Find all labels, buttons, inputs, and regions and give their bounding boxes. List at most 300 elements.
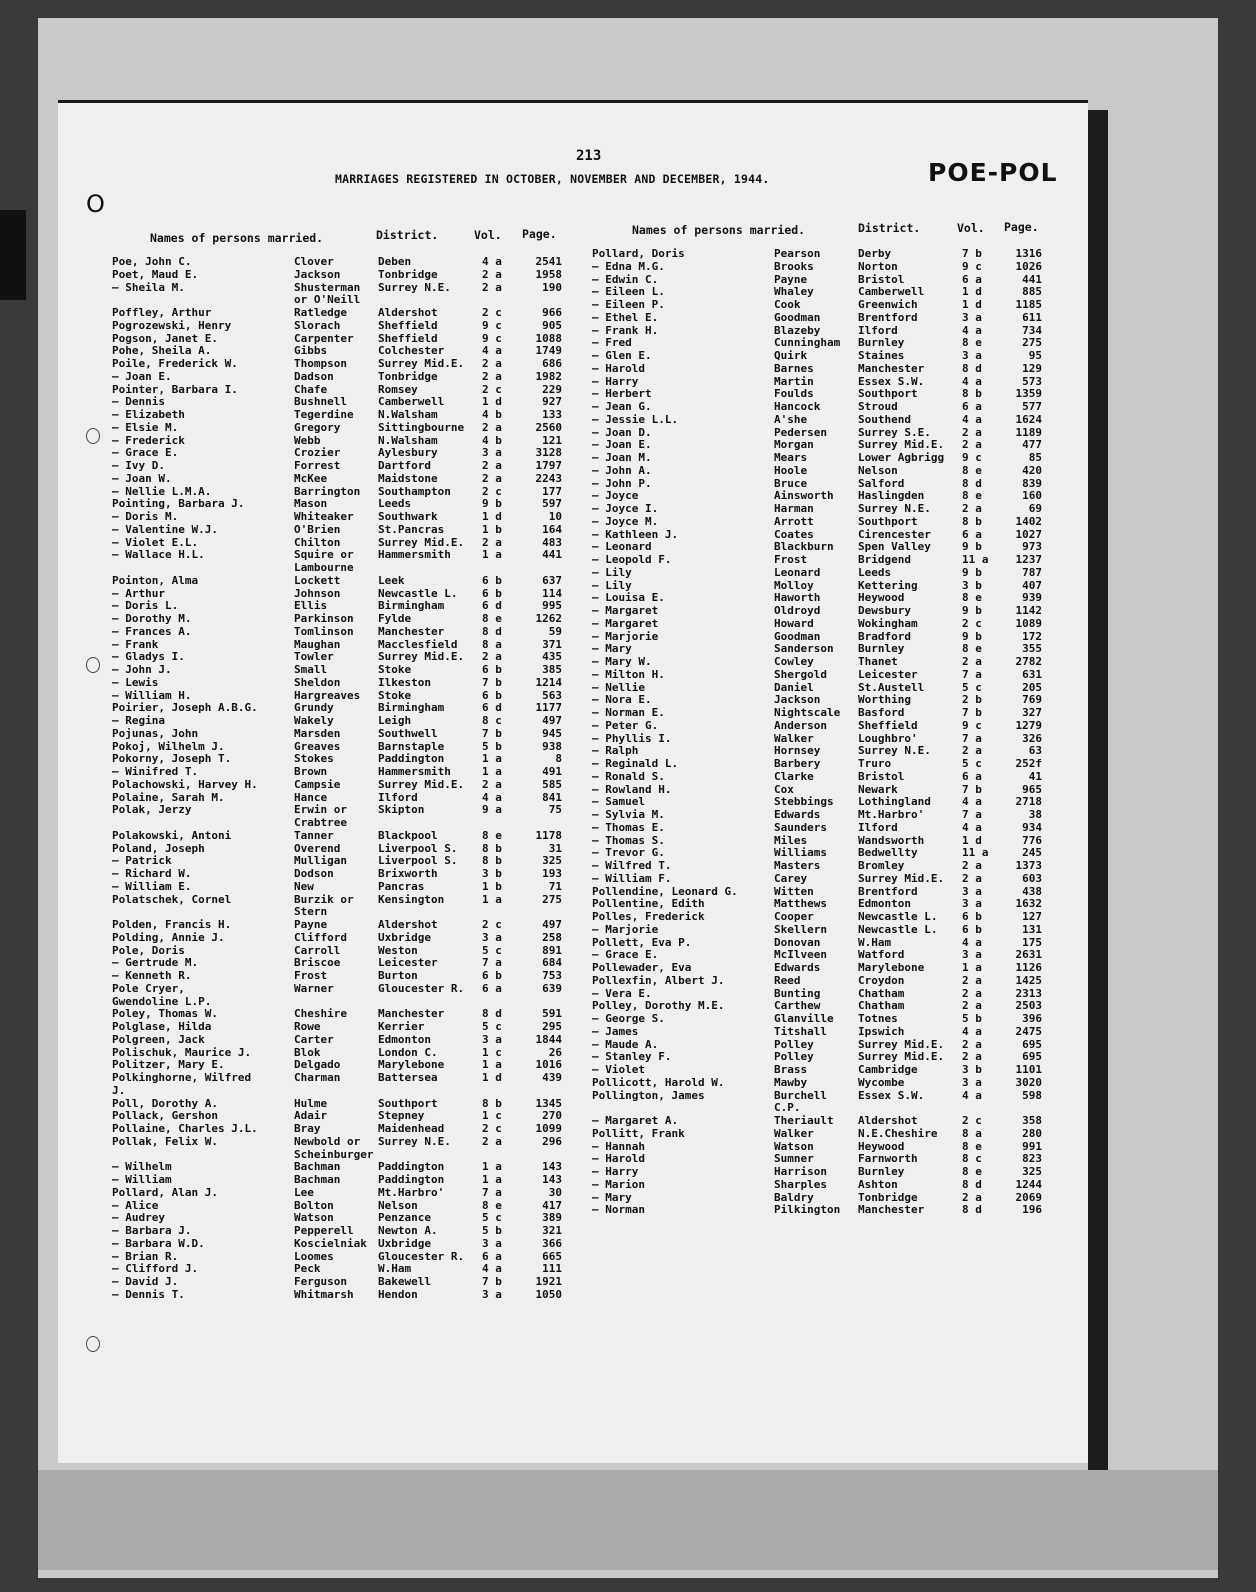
- entry-name: — Margaret: [592, 616, 659, 630]
- entry-vol: 1 c: [482, 1109, 502, 1123]
- entry-district: Tonbridge: [378, 369, 438, 383]
- entry-district: Weston: [378, 943, 418, 957]
- entry-spouse: Saunders: [774, 820, 827, 834]
- entry-page: 1244: [1015, 1177, 1042, 1191]
- entry-vol: 1 d: [962, 298, 982, 311]
- entry-district: Sheffield: [378, 318, 438, 332]
- entry-spouse: Hancock: [774, 400, 821, 413]
- entry-page: 631: [1022, 667, 1042, 681]
- entry-spouse: or O'Neill: [294, 293, 361, 307]
- entry-name: — Edna M.G.: [592, 259, 665, 273]
- entry-district: Edmonton: [378, 1032, 431, 1046]
- entry-page: 2541: [535, 255, 562, 268]
- entry-page: 769: [1022, 693, 1042, 707]
- entry-vol: 6 b: [962, 910, 982, 923]
- entry-vol: 4 a: [482, 344, 502, 358]
- entry-spouse: Watson: [294, 1211, 334, 1225]
- entry-page: 190: [542, 280, 562, 294]
- entry-page: 734: [1022, 323, 1042, 337]
- entry-vol: 2 c: [482, 918, 502, 931]
- entry-vol: 9 b: [962, 629, 982, 643]
- entry-district: Cambridge: [858, 1063, 918, 1076]
- entry-name: — Sylvia M.: [592, 808, 665, 821]
- entry-spouse: Ferguson: [294, 1275, 347, 1288]
- entry-page: 75: [548, 803, 562, 817]
- entry-district: Burton: [378, 969, 418, 982]
- entry-district: Edmonton: [858, 897, 911, 911]
- entry-district: Cirencester: [858, 527, 931, 541]
- entry-vol: 2 a: [482, 280, 502, 294]
- entry-district: Leicester: [378, 956, 438, 970]
- entry-name: — Kathleen J.: [592, 527, 679, 541]
- entry-name: — John P.: [592, 476, 652, 490]
- entry-spouse: Pearson: [774, 247, 821, 260]
- entry-vol: 3 a: [962, 948, 982, 962]
- entry-page: 934: [1022, 820, 1042, 834]
- entry-spouse: Barrington: [294, 484, 361, 498]
- entry-page: 573: [1022, 374, 1042, 388]
- entry-name: — Joyce M.: [592, 514, 659, 528]
- entry-district: Heywood: [858, 1139, 905, 1153]
- entry-page: 1402: [1015, 514, 1042, 528]
- entry-district: Surrey Mid.E.: [378, 535, 465, 549]
- entry-name: — Rowland H.: [592, 782, 672, 796]
- entry-spouse: Johnson: [294, 586, 341, 600]
- entry-spouse: Pedersen: [774, 425, 827, 439]
- entry-page: 787: [1022, 565, 1042, 579]
- entry-district: Tonbridge: [858, 1190, 918, 1204]
- entry-name: — Wallace H.L.: [112, 548, 205, 562]
- entry-vol: 6 a: [482, 1249, 502, 1263]
- entry-name: Pole Cryer,: [112, 981, 185, 995]
- entry-name: Poland, Joseph: [112, 841, 205, 855]
- entry-spouse: Bushnell: [294, 395, 347, 409]
- entry-spouse: McIlveen: [774, 948, 827, 962]
- entry-page: 229: [542, 382, 562, 396]
- entry-district: Southampton: [378, 484, 451, 498]
- entry-name: Poley, Thomas W.: [112, 1007, 218, 1021]
- entry-district: Stoke: [378, 663, 412, 676]
- entry-page: 71: [548, 879, 562, 893]
- entry-spouse: Towler: [294, 650, 334, 664]
- entry-district: Chatham: [858, 999, 905, 1013]
- scan-edge-mark: [0, 210, 26, 300]
- entry-page: 385: [542, 663, 562, 676]
- entry-vol: 1 a: [482, 765, 502, 778]
- entry-spouse: Warner: [294, 981, 334, 995]
- entry-district: Essex S.W.: [858, 374, 925, 388]
- entry-name: — Winifred T.: [112, 765, 199, 778]
- entry-page: 1316: [1015, 247, 1042, 260]
- entry-district: Newark: [858, 782, 898, 796]
- entry-spouse: Barbery: [774, 757, 821, 770]
- entry-district: Croydon: [858, 973, 905, 987]
- entry-page: 133: [542, 408, 562, 421]
- entry-district: Chatham: [858, 986, 905, 1000]
- entry-vol: 2 a: [962, 871, 982, 885]
- entry-page: 131: [1022, 922, 1042, 936]
- entry-page: 439: [542, 1071, 562, 1084]
- entry-name: — Norman E.: [592, 706, 665, 719]
- entry-district: Farnworth: [858, 1152, 918, 1166]
- entry-name: Pollington, James: [592, 1088, 705, 1102]
- entry-name: Polgreen, Jack: [112, 1032, 205, 1046]
- entry-district: Greenwich: [858, 298, 918, 311]
- entry-spouse: Haworth: [774, 591, 821, 605]
- entry-district: Paddington: [378, 752, 445, 766]
- entry-name: — Gladys I.: [112, 650, 185, 664]
- entry-name: Polakowski, Antoni: [112, 828, 232, 842]
- entry-page: 2243: [535, 471, 562, 485]
- entry-page: 2069: [1015, 1190, 1042, 1204]
- entry-spouse: Jackson: [774, 693, 821, 707]
- entry-name: — Stanley F.: [592, 1050, 672, 1064]
- entry-district: Surrey Mid.E.: [378, 650, 465, 664]
- entry-vol: 4 a: [962, 374, 982, 388]
- entry-district: Surrey S.E.: [858, 425, 931, 439]
- entry-page: 611: [1022, 310, 1042, 324]
- entry-name: — Harry: [592, 374, 639, 388]
- entry-vol: 8 b: [962, 514, 982, 528]
- entry-name: Polischuk, Maurice J.: [112, 1045, 252, 1059]
- entry-name: Pollard, Doris: [592, 247, 685, 260]
- entry-page: 1279: [1015, 718, 1042, 732]
- entry-name: Gwendoline L.P.: [112, 994, 212, 1008]
- entry-vol: 8 e: [962, 489, 982, 503]
- entry-spouse: Polley: [774, 1037, 814, 1051]
- entry-vol: 9 b: [962, 540, 982, 554]
- entry-spouse: Overend: [294, 841, 341, 855]
- entry-name: Pollack, Gershon: [112, 1109, 218, 1123]
- entry-vol: 8 e: [962, 591, 982, 605]
- entry-name: — Audrey: [112, 1211, 165, 1225]
- entry-page: 477: [1022, 438, 1042, 452]
- entry-name: — Doris M.: [112, 510, 179, 523]
- entry-district: Surrey Mid.E.: [858, 438, 945, 452]
- entry-name: — Alice: [112, 1198, 159, 1212]
- entry-page: 95: [1028, 349, 1042, 362]
- col-header-district: District.: [376, 228, 439, 242]
- entry-vol: 6 d: [482, 599, 502, 613]
- entry-district: Heywood: [858, 591, 905, 605]
- entry-spouse: Brooks: [774, 259, 814, 273]
- entry-district: Surrey N.E.: [858, 502, 931, 515]
- entry-district: Mt.Harbro': [858, 808, 925, 821]
- entry-district: Wokingham: [858, 616, 918, 630]
- entry-spouse: Whitmarsh: [294, 1287, 354, 1301]
- entry-spouse: Cunningham: [774, 336, 841, 350]
- entry-vol: 7 a: [482, 1185, 502, 1199]
- entry-district: London C.: [378, 1045, 438, 1059]
- entry-page: 420: [1022, 463, 1042, 477]
- entry-page: 497: [542, 918, 562, 931]
- entry-vol: 1 b: [482, 879, 502, 893]
- entry-page: 127: [1022, 910, 1042, 923]
- entry-district: Hendon: [378, 1287, 418, 1301]
- entry-page: 1099: [535, 1122, 562, 1135]
- entry-spouse: Erwin or: [294, 803, 347, 817]
- entry-page: 841: [542, 790, 562, 804]
- entry-vol: 8 d: [962, 1203, 982, 1217]
- entry-page: 753: [542, 969, 562, 982]
- entry-page: 1101: [1015, 1063, 1042, 1076]
- entry-page: 639: [542, 981, 562, 995]
- entry-page: 891: [542, 943, 562, 957]
- entry-vol: 2 a: [962, 655, 982, 668]
- entry-vol: 2 a: [962, 1190, 982, 1204]
- entry-page: 2503: [1015, 999, 1042, 1013]
- entry-spouse: Cox: [774, 782, 794, 796]
- entry-district: Derby: [858, 247, 892, 260]
- entry-vol: 3 a: [482, 1032, 502, 1046]
- entry-district: Aldershot: [378, 306, 438, 319]
- entry-name: — William F.: [592, 871, 672, 885]
- entry-name: — John J.: [112, 663, 172, 676]
- entry-vol: 3 a: [962, 310, 982, 324]
- entry-district: Newcastle L.: [858, 910, 938, 923]
- entry-vol: 8 e: [962, 642, 982, 656]
- entry-name: — Marjorie: [592, 922, 659, 936]
- page-title: MARRIAGES REGISTERED IN OCTOBER, NOVEMBER AND DECEMBER, 1944.: [335, 172, 770, 186]
- entry-district: Manchester: [858, 1203, 925, 1217]
- entry-district: Aldershot: [858, 1114, 918, 1127]
- entry-page: 26: [548, 1045, 562, 1059]
- entry-spouse: A'she: [774, 412, 808, 426]
- entry-page: 121: [542, 433, 562, 447]
- entry-spouse: Shusterman: [294, 280, 361, 294]
- entry-district: Surrey Mid.E.: [858, 1037, 945, 1051]
- entry-vol: 4 a: [962, 795, 982, 809]
- entry-vol: 4 b: [482, 433, 502, 447]
- entry-name: Pollentine, Edith: [592, 897, 705, 911]
- entry-page: 577: [1022, 400, 1042, 413]
- entry-district: Surrey Mid.E.: [858, 871, 945, 885]
- entry-page: 665: [542, 1249, 562, 1263]
- entry-district: Watford: [858, 948, 905, 962]
- entry-page: 2560: [535, 420, 562, 434]
- entry-district: Ashton: [858, 1177, 898, 1191]
- entry-vol: 2 a: [962, 744, 982, 758]
- entry-name: — Ralph: [592, 744, 639, 758]
- entry-vol: 2 a: [962, 986, 982, 1000]
- entry-district: Thanet: [858, 655, 898, 668]
- entry-page: 1189: [1015, 425, 1042, 439]
- entry-name: — Barbara J.: [112, 1224, 192, 1237]
- entry-page: 175: [1022, 935, 1042, 949]
- entry-name: — Grace E.: [592, 948, 659, 962]
- entry-spouse: Carter: [294, 1032, 334, 1046]
- entry-spouse: Tomlinson: [294, 624, 354, 638]
- entry-vol: 2 c: [482, 484, 502, 498]
- entry-name: — Dennis: [112, 395, 165, 409]
- entry-spouse: Payne: [294, 918, 328, 931]
- entry-page: 111: [542, 1262, 562, 1276]
- entry-spouse: Parkinson: [294, 612, 354, 625]
- entry-page: 85: [1028, 451, 1042, 464]
- entry-vol: 1 a: [482, 1173, 502, 1186]
- entry-name: Pollitt, Frank: [592, 1126, 685, 1140]
- entry-vol: 5 c: [482, 943, 502, 957]
- entry-name: — William: [112, 1173, 172, 1186]
- entry-spouse: Ratledge: [294, 306, 347, 319]
- entry-spouse: Sharples: [774, 1177, 827, 1191]
- entry-name: — Joan M.: [592, 451, 652, 464]
- entry-spouse: Burzik or: [294, 892, 354, 906]
- entry-spouse: Williams: [774, 846, 827, 860]
- entry-name: — Nora E.: [592, 693, 652, 707]
- entry-district: Lothingland: [858, 795, 931, 809]
- entry-spouse: Foulds: [774, 387, 814, 401]
- entry-district: Wycombe: [858, 1075, 905, 1089]
- entry-district: W.Ham: [858, 935, 892, 949]
- entry-spouse: Campsie: [294, 777, 341, 791]
- entry-vol: 6 b: [482, 573, 502, 587]
- entry-vol: 6 b: [482, 586, 502, 600]
- entry-spouse: Brass: [774, 1063, 808, 1076]
- entry-district: Bridgend: [858, 553, 911, 566]
- entry-name: — Harold: [592, 1152, 645, 1166]
- entry-page: 1797: [535, 459, 562, 472]
- entry-spouse: Pilkington: [774, 1203, 841, 1217]
- entry-district: Surrey N.E.: [858, 744, 931, 758]
- entry-name: — Marjorie: [592, 629, 659, 643]
- entry-vol: 2 a: [962, 973, 982, 987]
- entry-vol: 9 b: [962, 604, 982, 617]
- entry-district: Truro: [858, 757, 892, 770]
- entry-name: — Frances A.: [112, 624, 192, 638]
- entry-page: 2782: [1015, 655, 1042, 668]
- entry-vol: 8 d: [962, 1177, 982, 1191]
- entry-spouse: Mawby: [774, 1075, 808, 1089]
- entry-name: Pogrozewski, Henry: [112, 318, 232, 332]
- entry-vol: 5 c: [482, 1211, 502, 1225]
- punch-hole-icon: [86, 428, 100, 444]
- entry-district: Brentford: [858, 884, 918, 898]
- entry-spouse: Coates: [774, 527, 814, 541]
- entry-page: 2313: [1015, 986, 1042, 1000]
- entry-district: Southwark: [378, 510, 438, 523]
- entry-page: 1958: [535, 267, 562, 281]
- entry-spouse: Carey: [774, 871, 808, 885]
- entry-vol: 9 c: [482, 318, 502, 332]
- entry-name: Pohe, Sheila A.: [112, 344, 212, 358]
- entry-vol: 2 c: [482, 1122, 502, 1135]
- entry-vol: 9 c: [962, 259, 982, 273]
- entry-spouse: Carroll: [294, 943, 341, 957]
- entry-name: — Nellie L.M.A.: [112, 484, 212, 498]
- entry-page: 1126: [1015, 961, 1042, 974]
- entry-vol: 6 a: [962, 272, 982, 286]
- entry-vol: 1 c: [482, 1045, 502, 1059]
- entry-vol: 6 a: [962, 400, 982, 413]
- entry-district: Liverpool S.: [378, 854, 458, 868]
- entry-vol: 4 a: [962, 935, 982, 949]
- entry-page: 3020: [1015, 1075, 1042, 1089]
- entry-spouse: Daniel: [774, 680, 814, 694]
- entry-page: 196: [1022, 1203, 1042, 1217]
- entry-spouse: New: [294, 879, 314, 893]
- entry-name: — Regina: [112, 714, 165, 727]
- entry-name: Poll, Dorothy A.: [112, 1096, 218, 1110]
- entry-district: Uxbridge: [378, 1236, 431, 1250]
- entry-vol: 4 a: [962, 323, 982, 337]
- entry-name: — Frederick: [112, 433, 185, 447]
- entry-name: — Ivy D.: [112, 459, 165, 472]
- col-header-vol: Vol.: [474, 228, 502, 242]
- entry-district: St.Pancras: [378, 522, 445, 536]
- entry-spouse: Carpenter: [294, 331, 354, 345]
- entry-spouse: Hoole: [774, 463, 808, 477]
- entry-page: 776: [1022, 833, 1042, 847]
- entry-spouse: Arrott: [774, 514, 814, 528]
- entry-vol: 8 d: [482, 1007, 502, 1021]
- entry-spouse: McKee: [294, 471, 328, 485]
- entry-page: 695: [1022, 1037, 1042, 1051]
- surname-range: POE-POL: [928, 158, 1058, 187]
- entry-page: 966: [542, 306, 562, 319]
- entry-vol: 8 c: [482, 714, 502, 727]
- entry-spouse: Titshall: [774, 1024, 827, 1038]
- entry-spouse: O'Brien: [294, 522, 341, 536]
- entry-page: 1624: [1015, 412, 1042, 426]
- entry-page: 2718: [1015, 795, 1042, 809]
- entry-vol: 1 d: [482, 1071, 502, 1084]
- entry-page: 389: [542, 1211, 562, 1225]
- entry-name: — Sheila M.: [112, 280, 185, 294]
- entry-spouse: Sheldon: [294, 675, 341, 689]
- entry-page: 435: [542, 650, 562, 664]
- entry-vol: 1 a: [482, 1160, 502, 1174]
- entry-district: Uxbridge: [378, 930, 431, 944]
- entry-district: Tonbridge: [378, 267, 438, 281]
- entry-vol: 5 b: [482, 739, 502, 753]
- entry-name: Pollard, Alan J.: [112, 1185, 218, 1199]
- entry-spouse: Anderson: [774, 718, 827, 732]
- entry-name: — Joan E.: [112, 369, 172, 383]
- entry-spouse: Cooper: [774, 910, 814, 923]
- entry-name: — Jean G.: [592, 400, 652, 413]
- entry-spouse: Nightscale: [774, 706, 841, 719]
- entry-page: 598: [1022, 1088, 1042, 1102]
- entry-spouse: Blackburn: [774, 540, 834, 554]
- entry-name: Polak, Jerzy: [112, 803, 192, 817]
- entry-spouse: Baldry: [774, 1190, 814, 1204]
- entry-district: Maidenhead: [378, 1122, 445, 1135]
- entry-district: Sheffield: [378, 331, 438, 345]
- entry-name: Polachowski, Harvey H.: [112, 777, 258, 791]
- entry-district: Paddington: [378, 1160, 445, 1174]
- entry-vol: 8 e: [482, 612, 502, 625]
- entry-spouse: Greaves: [294, 739, 341, 753]
- entry-district: Marylebone: [378, 1058, 445, 1072]
- entry-page: 270: [542, 1109, 562, 1123]
- entry-page: 41: [1028, 769, 1042, 783]
- entry-name: — Louisa E.: [592, 591, 665, 605]
- entry-district: St.Austell: [858, 680, 925, 694]
- entry-page: 1921: [535, 1275, 562, 1288]
- entry-page: 143: [542, 1173, 562, 1186]
- entry-spouse: Dadson: [294, 369, 334, 383]
- entry-name: — William H.: [112, 688, 192, 702]
- entry-name: — Peter G.: [592, 718, 659, 732]
- entry-vol: 3 b: [962, 578, 982, 592]
- entry-name: Polden, Francis H.: [112, 918, 232, 931]
- entry-name: Pointon, Alma: [112, 573, 199, 587]
- entry-name: Polatschek, Cornel: [112, 892, 232, 906]
- entry-name: — Valentine W.J.: [112, 522, 218, 536]
- entry-district: Birmingham: [378, 701, 445, 715]
- entry-spouse: Hargreaves: [294, 688, 361, 702]
